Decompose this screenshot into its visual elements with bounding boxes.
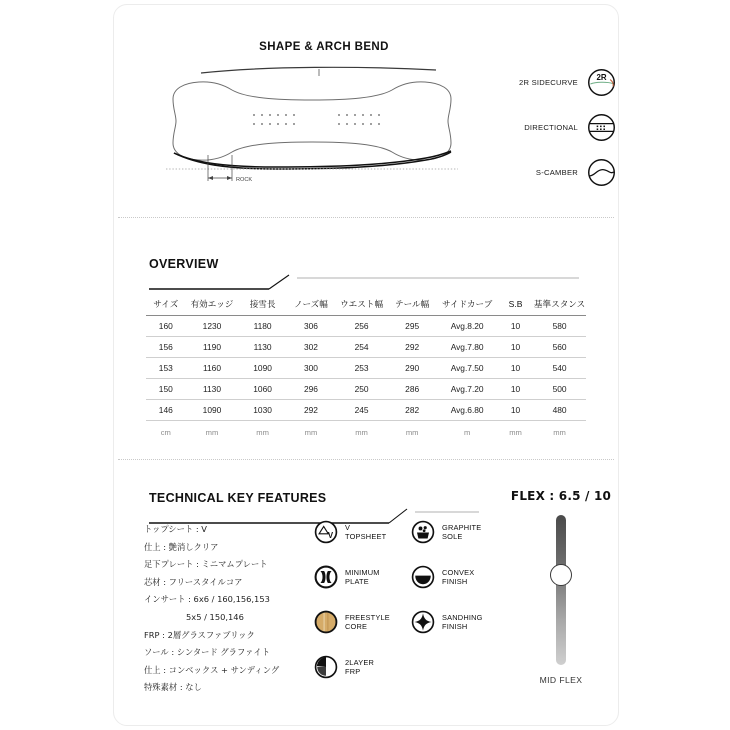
unit-stance: mm [533,421,586,443]
graphite-sole-icon [411,520,435,544]
cell-waist-width: 254 [335,337,388,358]
cell-effective-edge: 1230 [186,316,239,337]
svg-text:V: V [327,531,334,540]
cell-stance: 580 [533,316,586,337]
cell-nose-width: 296 [287,379,335,400]
col-header-waist-width: ウエスト幅 [335,293,388,316]
overview-section-header [149,257,579,283]
table-row [146,400,586,421]
feature-graphite-sole [411,517,511,547]
cell-sb: 10 [498,316,533,337]
feature-label-line2: FINISH [442,622,468,631]
badge-2r-sidecurve [466,63,616,101]
japanese-spec-list [144,521,329,697]
convex-finish-icon [411,565,435,589]
cell-tail-width: 290 [388,358,436,379]
unit-size: cm [146,421,186,443]
cell-size: 160 [146,316,186,337]
shape-badge-list [466,63,616,198]
feature-label [345,568,380,586]
feature-label-line1: V [345,523,351,532]
snowboard-spec-card [113,4,619,726]
badge-label: DIRECTIONAL [524,122,578,132]
feature-column-right [411,517,511,652]
cell-contact-length: 1060 [238,379,286,400]
badge-label: 2R SIDECURVE [519,77,578,87]
feature-label-line2: FRP [345,667,361,676]
directional-badge-icon [587,113,616,142]
badge-s-camber [466,153,616,191]
spec-line: 特殊素材 : なし [144,682,202,693]
feature-freestyle-core [314,607,414,637]
rock-dimension-label: ROCK [236,177,253,183]
feature-label-line2: PLATE [345,577,369,586]
cell-sb: 10 [498,337,533,358]
col-header-stance: 基準スタンス [533,293,586,316]
sandhing-finish-icon [411,610,435,634]
cell-waist-width: 250 [335,379,388,400]
cell-waist-width: 256 [335,316,388,337]
feature-column-left [314,517,414,697]
spec-line: ソール : シンタード グラファイト [144,647,270,658]
cell-effective-edge: 1160 [186,358,239,379]
cell-contact-length: 1090 [238,358,286,379]
badge-glyph-2r: 2R [596,72,607,82]
unit-tail-width: mm [388,421,436,443]
table-row [146,316,586,337]
feature-label-line1: SANDHING [442,613,483,622]
feature-label-line2: CORE [345,622,368,631]
feature-label [345,523,386,541]
tech-section-header [149,491,479,517]
feature-v-topsheet [314,517,414,547]
feature-label [442,568,474,586]
cell-stance: 540 [533,358,586,379]
spec-line: インサート : 6x6 / 160,156,153 [144,594,270,605]
cell-sb: 10 [498,379,533,400]
spec-line: 芯材 : フリースタイルコア [144,576,243,587]
feature-label-line2: TOPSHEET [345,532,387,541]
feature-label [345,658,374,676]
table-header-row [146,293,586,316]
table-units-row [146,421,586,443]
flex-caption: MID FLEX [539,675,583,685]
spec-line: 5x5 / 150,146 [186,611,244,622]
col-header-size: サイズ [146,293,186,316]
cell-sidecurve: Avg.6.80 [436,400,498,421]
freestyle-core-icon [314,610,338,634]
feature-label-line1: CONVEX [442,568,475,577]
badge-directional [466,108,616,146]
unit-sidecurve: m [436,421,498,443]
minimum-plate-icon [314,565,338,589]
board-shape-diagram [136,59,488,187]
col-header-sb: S.B [498,293,533,316]
cell-sidecurve: Avg.8.20 [436,316,498,337]
cell-nose-width: 292 [287,400,335,421]
flex-value-label: FLEX : 6.5 / 10 [510,489,612,503]
overview-section [114,217,618,459]
unit-nose-width: mm [287,421,335,443]
cell-nose-width: 300 [287,358,335,379]
feature-label [442,523,481,541]
unit-sb: mm [498,421,533,443]
overview-title: OVERVIEW [149,257,219,271]
v-topsheet-icon [314,520,338,544]
cell-waist-width: 253 [335,358,388,379]
cell-effective-edge: 1130 [186,379,239,400]
feature-sandhing-finish [411,607,511,637]
tech-title: TECHNICAL KEY FEATURES [149,491,327,505]
cell-contact-length: 1130 [238,337,286,358]
badge-label: S-CAMBER [535,167,578,177]
cell-nose-width: 306 [287,316,335,337]
table-row [146,358,586,379]
feature-label-line1: MINIMUM [345,568,380,577]
s-camber-badge-icon [587,158,616,187]
cell-size: 156 [146,337,186,358]
2layer-frp-icon [314,655,338,679]
spec-line: 仕上 : コンベックス + サンディング [144,664,280,675]
feature-label [345,613,390,631]
feature-minimum-plate [314,562,414,592]
cell-sidecurve: Avg.7.20 [436,379,498,400]
table-row [146,379,586,400]
cell-size: 150 [146,379,186,400]
col-header-tail-width: テール幅 [388,293,436,316]
cell-tail-width: 286 [388,379,436,400]
cell-stance: 500 [533,379,586,400]
cell-nose-width: 302 [287,337,335,358]
spec-line: FRP : 2層グラスファブリック [144,629,255,640]
unit-effective-edge: mm [186,421,239,443]
feature-label-line1: 2LAYER [345,658,374,667]
feature-label-line2: SOLE [442,532,463,541]
cell-effective-edge: 1190 [186,337,239,358]
feature-label-line1: GRAPHITE [442,523,482,532]
col-header-sidecurve: サイドカーブ [436,293,498,316]
unit-contact-length: mm [238,421,286,443]
cell-tail-width: 282 [388,400,436,421]
shape-arch-bend-section [114,5,618,217]
flex-slider-track[interactable] [556,515,566,665]
spec-line: トップシート : V [144,524,207,534]
feature-label [442,613,483,631]
cell-sb: 10 [498,400,533,421]
cell-stance: 480 [533,400,586,421]
col-header-nose-width: ノーズ幅 [287,293,335,316]
unit-waist-width: mm [335,421,388,443]
cell-size: 153 [146,358,186,379]
col-header-contact-length: 接雪長 [238,293,286,316]
cell-stance: 560 [533,337,586,358]
cell-size: 146 [146,400,186,421]
cell-tail-width: 292 [388,337,436,358]
cell-waist-width: 245 [335,400,388,421]
feature-convex-finish [411,562,511,592]
cell-sidecurve: Avg.7.80 [436,337,498,358]
cell-sb: 10 [498,358,533,379]
cell-sidecurve: Avg.7.50 [436,358,498,379]
cell-effective-edge: 1090 [186,400,239,421]
feature-label-line1: FREESTYLE [345,613,390,622]
cell-contact-length: 1180 [238,316,286,337]
spec-line: 仕上 : 艶消しクリア [144,541,219,552]
spec-line: 足下プレート : ミニマムプレート [144,559,268,570]
cell-contact-length: 1030 [238,400,286,421]
sidecurve-badge-icon [587,68,616,97]
col-header-effective-edge: 有効エッジ [186,293,239,316]
overview-spec-table [146,293,586,442]
flex-meter [506,489,616,704]
cell-tail-width: 295 [388,316,436,337]
shape-section-title: SHAPE & ARCH BEND [259,41,389,53]
feature-2layer-frp [314,652,414,682]
technical-key-features-section [114,459,618,727]
table-row [146,337,586,358]
flex-slider-knob[interactable] [550,564,572,586]
feature-label-line2: FINISH [442,577,468,586]
